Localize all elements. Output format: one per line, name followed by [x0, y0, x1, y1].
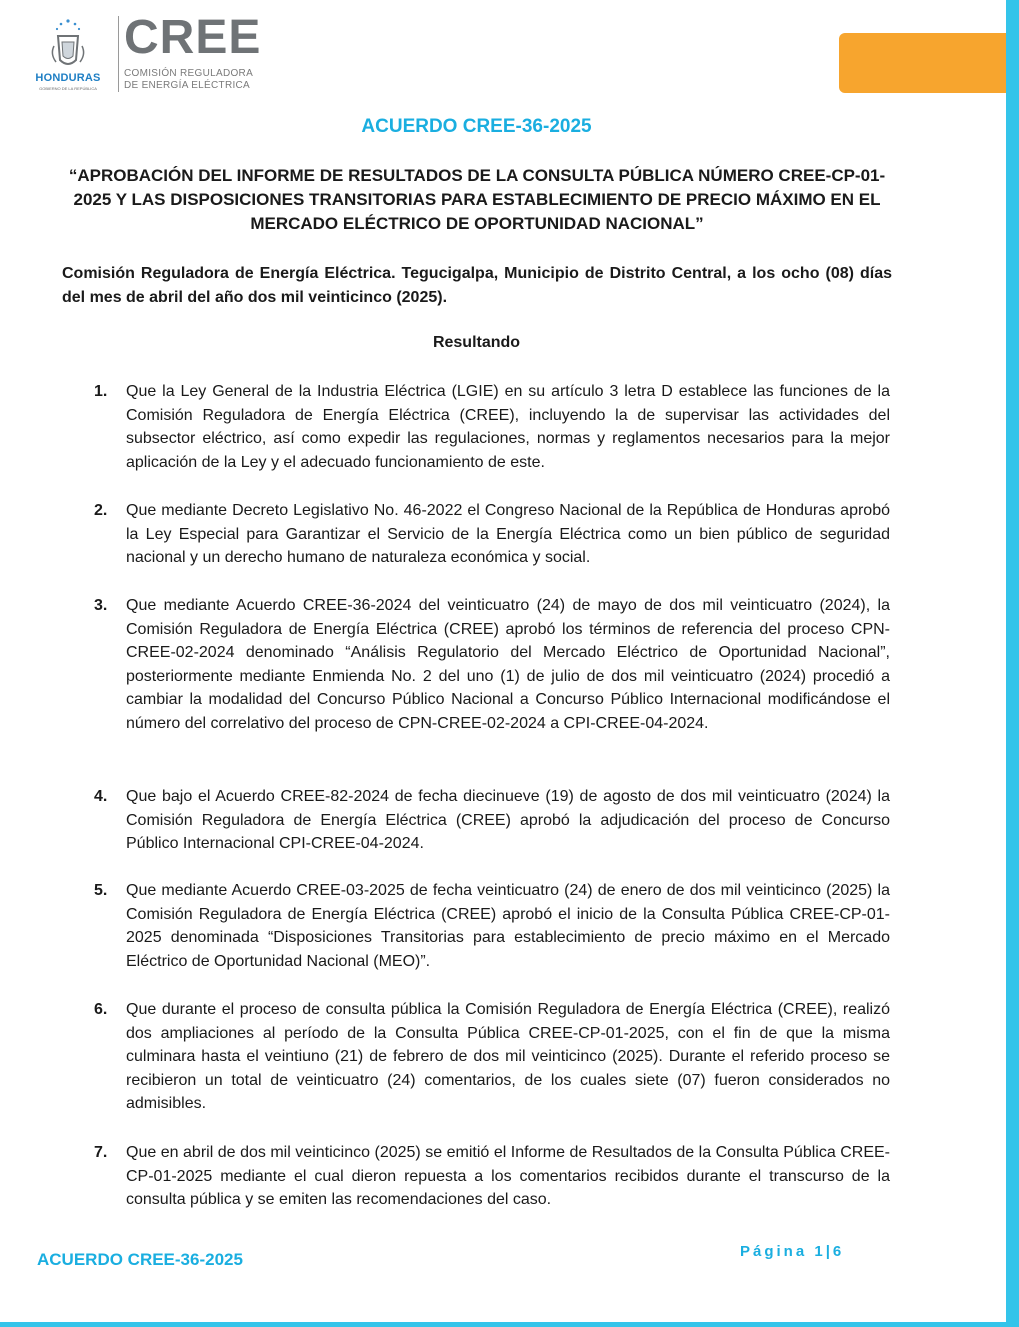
list-item-text: Que bajo el Acuerdo CREE-82-2024 de fecha diecinueve (19) de agosto de dos mil veinticuatro (2024) la Comisión Reguladora de Energía Eléctrica (CREE) aprobó la adjudicación del proceso de Concurso Público Internacional CPI-CREE-04-2024.: [126, 788, 890, 853]
footer-page-number: Página 1|6: [740, 1243, 845, 1260]
list-item-text: Que mediante Decreto Legislativo No. 46-2022 el Congreso Nacional de la República de Honduras aprobó la Ley Especial para Garantizar el Servicio de la Energía Eléctrica como un bien público de seguridad nacional y un derecho humano de naturaleza económica y social.: [126, 502, 890, 567]
document-title: ACUERDO CREE-36-2025: [361, 116, 592, 137]
list-item-number: 4.: [94, 788, 108, 805]
list-item-number: 6.: [94, 1001, 108, 1018]
letterhead: [24, 12, 264, 96]
logo-divider: [118, 16, 119, 92]
list-item-number: 7.: [94, 1144, 108, 1161]
bottom-edge-stripe: [0, 1322, 1019, 1327]
honduras-seal-icon: [46, 16, 90, 76]
list-item-number: 3.: [94, 597, 108, 614]
list-item-text: Que durante el proceso de consulta pública la Comisión Reguladora de Energía Eléctrica (CREE), realizó dos ampliaciones al período de la Consulta Pública CREE-CP-01-2025, con el fin de que la misma culminara hasta el veintiuno (21) de febrero de dos mil veinticinco (2025). Durante el referido proceso se recibieron un total de veinticuatro (24) comentarios, de los cuales siete (07) fueron considerados no admisibles.: [126, 1001, 890, 1113]
list-item-number: 5.: [94, 882, 108, 899]
list-item-text: Que la Ley General de la Industria Eléctrica (LGIE) en su artículo 3 letra D establece las funciones de la Comisión Reguladora de Energía Eléctrica (CREE), incluyendo la de supervisar las actividades del subsector eléctrico, así como expedir las regulaciones, normas y reglamentos necesarios para la mejor aplicación de la Ley y el adecuado funcionamiento de este.: [126, 383, 890, 471]
list-item-number: 1.: [94, 383, 108, 400]
footer-document-code: ACUERDO CREE-36-2025: [37, 1250, 243, 1269]
list-item-text: Que mediante Acuerdo CREE-36-2024 del veinticuatro (24) de mayo de dos mil veinticuatro (2024), la Comisión Reguladora de Energía Eléctrica (CREE) aprobó los términos de referencia del proceso CPN-CREE-02-2024 denominado “Análisis Regulatorio del Mercado Eléctrico de Oportunidad Nacional”, posteriormente mediante Enmienda No. 2 del uno (1) de julio de dos mil veinticuatro (2024) procedió a cambiar la modalidad del Concurso Público Nacional a Concurso Público Internacional modificándose el número del correlativo del proceso de CPN-CREE-02-2024 a CPI-CREE-04-2024.: [126, 597, 890, 732]
cree-logo: CREE: [124, 11, 262, 64]
section-heading: Resultando: [432, 334, 521, 351]
honduras-sublabel: GOBIERNO DE LA REPÚBLICA: [39, 86, 97, 91]
honduras-label: HONDURAS: [35, 72, 101, 84]
intro-paragraph: Comisión Reguladora de Energía Eléctrica. Tegucigalpa, Municipio de Distrito Central, a los ocho (08) días del mes de abril del año dos mil veinticinco (2025).: [62, 265, 892, 306]
document-subtitle: “APROBACIÓN DEL INFORME DE RESULTADOS DE LA CONSULTA PÚBLICA NÚMERO CREE-CP-01-2025 Y LAS DISPOSICIONES TRANSITORIAS PARA ESTABLECIMIENTO DE PRECIO MÁXIMO EN EL MERCADO ELÉCTRICO DE OPORTUNIDAD NACIONAL”: [68, 166, 886, 233]
list-item-text: Que en abril de dos mil veinticinco (2025) se emitió el Informe de Resultados de la Consulta Pública CREE-CP-01-2025 mediante el cual dieron repuesta a los comentarios recibidos durante el transcurso de la consulta pública y se emiten las recomendaciones del caso.: [126, 1144, 890, 1209]
list-item-text: Que mediante Acuerdo CREE-03-2025 de fecha veinticuatro (24) de enero de dos mil veinticinco (2025) la Comisión Reguladora de Energía Eléctrica (CREE) aprobó el inicio de la Consulta Pública CREE-CP-01-2025 denominada “Disposiciones Transitorias para establecimiento de precio máximo en el Mercado Eléctrico de Oportunidad Nacional (MEO)”.: [126, 882, 890, 970]
cree-logo-subtitle-line2: DE ENERGÍA ELÉCTRICA: [124, 80, 251, 91]
right-edge-stripe: [1006, 0, 1019, 1327]
list-item-number: 2.: [94, 502, 108, 519]
cree-logo-subtitle-line1: COMISIÓN REGULADORA: [124, 68, 254, 79]
orange-header-tab: [839, 33, 1006, 93]
